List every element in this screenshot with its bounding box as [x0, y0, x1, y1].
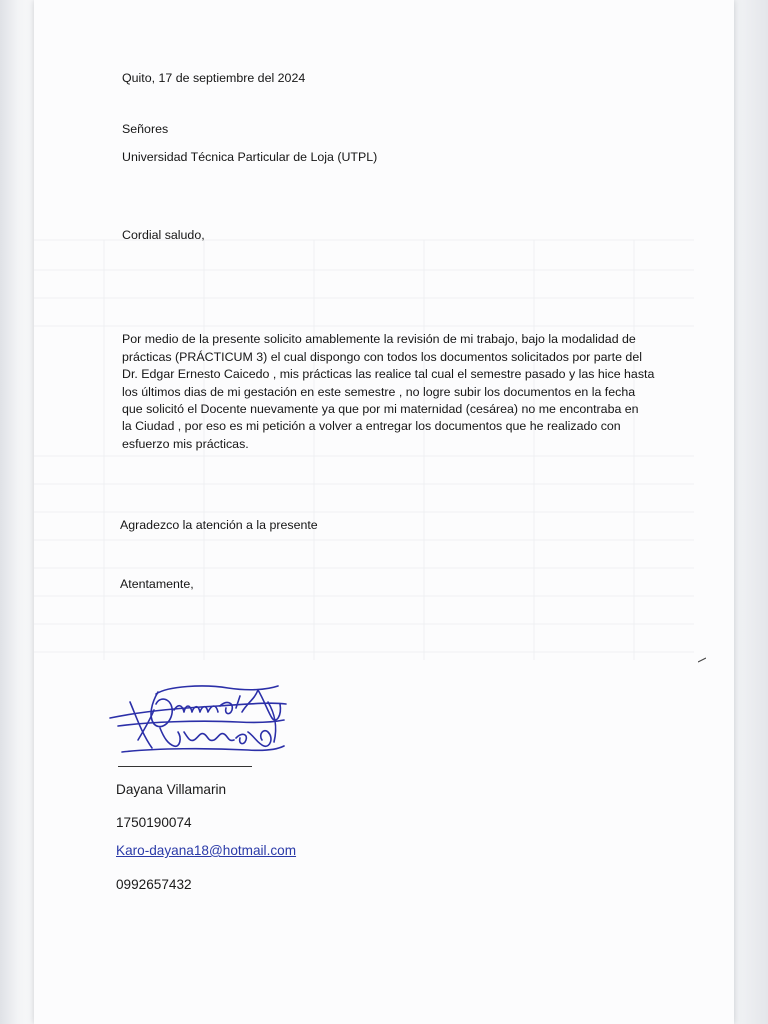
body-line: que solicitó el Docente nuevamente ya que por mi maternidad (cesárea) no me encontraba en [122, 402, 639, 416]
letter-place-date: Quito, 17 de septiembre del 2024 [122, 71, 306, 85]
body-line: Por medio de la presente solicito amablemente la revisión de mi trabajo, bajo la modalidad de [122, 332, 636, 346]
greeting: Cordial saludo, [122, 228, 205, 242]
body-line: esfuerzo mis prácticas. [122, 437, 249, 451]
thanks-line: Agradezco la atención a la presente [120, 518, 318, 532]
body-line: Dr. Edgar Ernesto Caicedo , mis prácticas las realice tal cual el semestre pasado y las hice hasta [122, 367, 655, 381]
body-line: la Ciudad , por eso es mi petición a volver a entregar los documentos que he realizado con [122, 419, 621, 433]
signer-email-link[interactable]: Karo-dayana18@hotmail.com [116, 843, 297, 858]
signer-phone: 0992657432 [116, 877, 192, 892]
signature-line [118, 766, 252, 767]
body-line: los últimos dias de mi gestación en este semestre , no logre subir los documentos en la fecha [122, 385, 636, 399]
recipient-salutation: Señores [122, 122, 169, 136]
handwritten-signature [108, 682, 290, 766]
signer-id-number: 1750190074 [116, 815, 192, 830]
stray-pen-mark [698, 657, 706, 663]
closing: Atentamente, [120, 577, 194, 591]
body-line: prácticas (PRÁCTICUM 3) el cual dispongo con todos los documentos solicitados por parte del [122, 350, 642, 364]
recipient-institution: Universidad Técnica Particular de Loja (UTPL) [122, 150, 378, 164]
signer-name: Dayana Villamarin [116, 782, 227, 797]
